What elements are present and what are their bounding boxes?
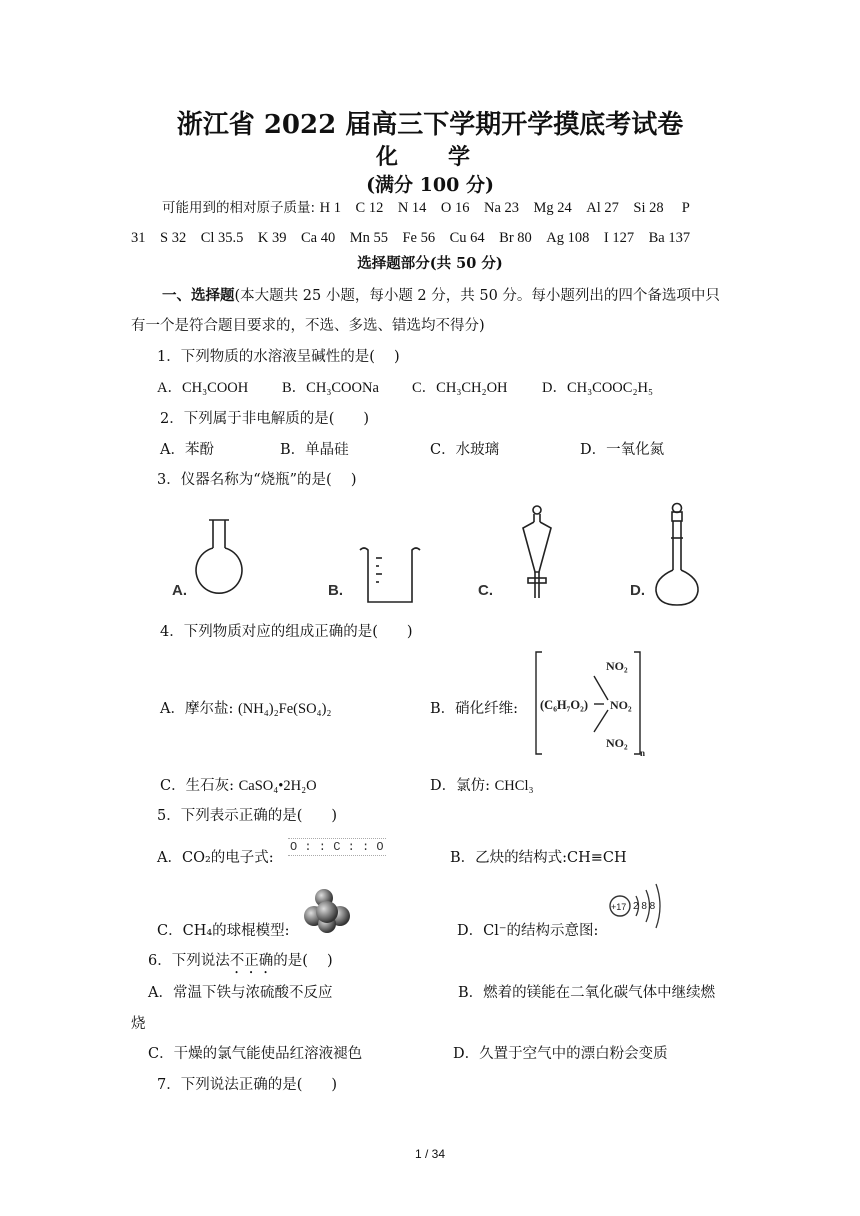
full-score: (满分 100 分) [366, 174, 494, 196]
beaker-figure [360, 548, 420, 602]
question-3-stem: 3．仪器名称为“烧瓶”的是( ) [157, 472, 357, 488]
nitro-group-top: NO₂ [606, 659, 628, 673]
ch4-ball-stick-model [302, 886, 360, 934]
q2-option-a: A．苯酚 [160, 442, 214, 458]
co2-electron-formula: O : : C : : O [290, 840, 384, 854]
q4-option-a [160, 697, 331, 718]
question-2-stem: 2．下列属于非电解质的是( ) [160, 411, 370, 427]
figure-label-b: B. [328, 582, 343, 599]
q2-option-b: B．单晶硅 [280, 442, 349, 458]
q4-option-b-prefix: B．硝化纤维: [430, 701, 519, 717]
chloride-ion-structure-diagram [606, 872, 668, 932]
polymer-subscript: n [640, 748, 646, 758]
subject-title: 化 学 [375, 144, 484, 170]
q1-option-a: A．CH₃COOH [157, 380, 249, 396]
nucleus-charge: +17 [611, 902, 627, 912]
section-heading: 选择题部分(共 50 分) [357, 255, 503, 272]
q4-option-d [430, 774, 534, 795]
part-desc-2: 有一个是符合题目要求的，不选、多选、错选均不得分) [131, 318, 485, 334]
atomic-mass-values-1: H 1 C 12 N 14 O 16 Na 23 Mg 24 Al 27 Si 28 P [319, 200, 690, 216]
page-number: 1 / 34 [414, 1147, 446, 1161]
figure-label-c: C. [478, 582, 493, 599]
atomic-mass-prefix: 可能用到的相对原子质量: [162, 200, 316, 216]
q1-option-c: C．CH₃CH₂OH [412, 380, 508, 396]
q4-option-a-formula: (NH₄)₂Fe(SO₄)₂ [237, 701, 332, 717]
q1-option-b: B．CH₃COONa [282, 380, 379, 396]
q6-option-d: D．久置于空气中的漂白粉会变质 [453, 1046, 668, 1062]
question-5-stem: 5．下列表示正确的是( ) [157, 808, 338, 824]
part-intro-line-1 [162, 284, 720, 305]
q5-option-c: C．CH₄的球棍模型: [157, 923, 290, 939]
part-title: 一、选择题 [162, 287, 235, 304]
question-4-stem: 4．下列物质对应的组成正确的是( ) [160, 624, 413, 640]
q4-option-c-prefix: C．生石灰: [160, 778, 234, 794]
nitrocellulose-core: (C₆H₇O₂) [540, 698, 589, 712]
volumetric-flask-figure [656, 504, 698, 606]
q6-option-b-continued: 烧 [131, 1016, 146, 1032]
figure-label-a: A. [172, 582, 187, 599]
part-desc-1: (本大题共 25 小题，每小题 2 分，共 50 分。每小题列出的四个备选项中只 [234, 288, 720, 304]
figure-label-d: D. [630, 582, 645, 599]
q4-option-c-formula: CaSO₄•2H₂O [238, 778, 317, 794]
q4-option-a-prefix: A．摩尔盐: [160, 701, 234, 717]
q6-option-a: A．常温下铁与浓硫酸不反应 [148, 985, 333, 1001]
nitrocellulose-structure [532, 648, 647, 758]
page-title: 浙江省 2022 届高三下学期开学摸底考试卷 [176, 110, 684, 140]
nitro-group-bottom: NO₂ [606, 736, 628, 750]
q1-option-d: D．CH₃COOC₂H₅ [542, 380, 654, 396]
q6-option-b: B．燃着的镁能在二氧化碳气体中继续燃 [458, 985, 716, 1001]
q4-option-c [160, 774, 317, 795]
electron-shells: 2 8 8 [633, 901, 656, 912]
q5-option-a: A．CO₂的电子式: [157, 850, 274, 866]
atomic-mass-line-2: 31 S 32 Cl 35.5 K 39 Ca 40 Mn 55 Fe 56 Cu 64 Br 80 Ag 108 I 127 Ba 137 [131, 230, 691, 246]
q6-stem-post: 的是( ) [273, 953, 333, 969]
q4-option-d-prefix: D．氯仿: [430, 778, 491, 794]
q2-option-d: D．一氧化氮 [580, 442, 665, 458]
q4-option-d-formula: CHCl₃ [494, 778, 534, 794]
question-7-stem: 7．下列说法正确的是( ) [157, 1077, 338, 1093]
round-bottom-flask-figure [196, 520, 242, 593]
question-1-stem: 1．下列物质的水溶液呈碱性的是( ) [157, 349, 400, 365]
separatory-funnel-figure [523, 506, 551, 598]
nitro-group-middle: NO₂ [610, 698, 632, 712]
atomic-mass-line-1 [162, 196, 690, 217]
apparatus-figures [150, 498, 730, 613]
q2-option-c: C．水玻璃 [430, 442, 500, 458]
q6-stem-pre: 6．下列说法 [148, 953, 230, 969]
q5-option-d: D．Cl⁻的结构示意图: [457, 923, 599, 939]
q6-stem-emphasis: 不正确 [229, 953, 274, 969]
q6-option-c: C．干燥的氯气能使品红溶液褪色 [148, 1046, 363, 1062]
q5-option-b: B．乙炔的结构式:CH≡CH [450, 850, 627, 866]
question-6-stem [148, 949, 333, 977]
